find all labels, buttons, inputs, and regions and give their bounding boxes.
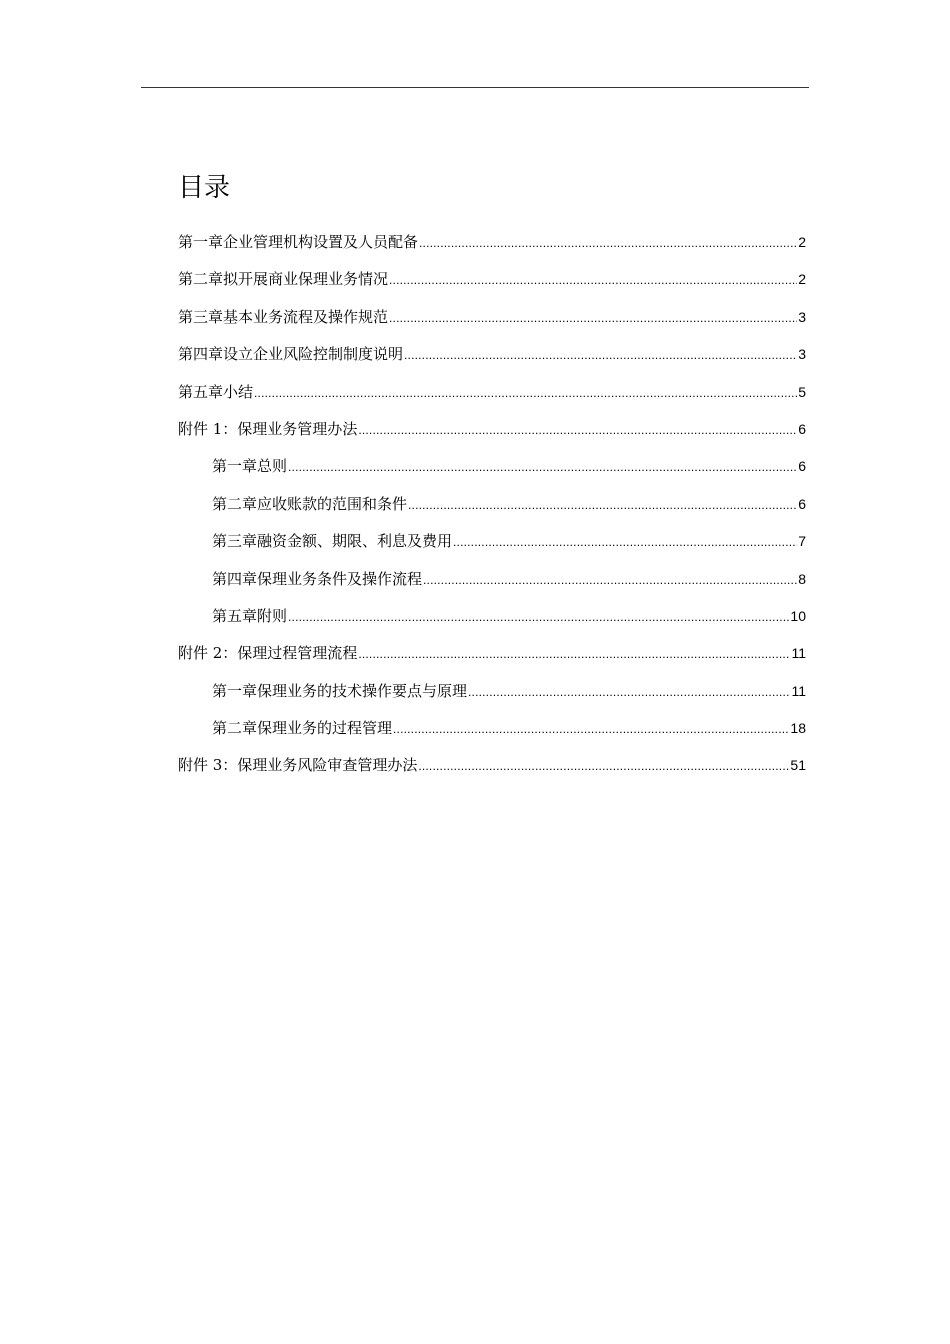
toc-entry-title: 第一章企业管理机构设置及人员配备: [178, 233, 419, 251]
toc-dot-leader: [358, 636, 790, 673]
toc-entry-page: 2: [798, 271, 806, 288]
toc-entry[interactable]: [178, 673, 806, 710]
toc-dot-leader: [389, 262, 797, 299]
toc-entry-title: 第二章应收账款的范围和条件: [212, 494, 408, 513]
toc-entry-title: 第二章保理业务的过程管理: [212, 719, 393, 738]
toc-entry-title: 第三章融资金额、期限、利息及费用: [212, 532, 453, 551]
toc-entry-page: 6: [798, 458, 806, 475]
toc-entry-page: 10: [790, 607, 806, 624]
toc-entry[interactable]: [178, 374, 806, 411]
toc-dot-leader: [404, 337, 797, 374]
toc-entry-title: 第二章拟开展商业保理业务情况: [178, 270, 389, 289]
toc-entry-page: 6: [798, 420, 806, 437]
toc-entry[interactable]: [178, 486, 806, 523]
toc-entry-page: 8: [798, 570, 806, 587]
toc-entry-title: 第一章保理业务的技术操作要点与原理: [212, 681, 468, 700]
toc-entry-title: 第四章设立企业风险控制制度说明: [178, 345, 404, 364]
toc-entry-page: 3: [798, 346, 806, 363]
toc-entry[interactable]: [178, 598, 806, 635]
toc-dot-leader: [393, 711, 789, 748]
toc-dot-leader: [254, 375, 797, 412]
toc-entry[interactable]: [178, 224, 806, 261]
toc-entry-page: 3: [798, 308, 806, 325]
toc-dot-leader: [418, 748, 789, 785]
toc-dot-leader: [423, 562, 797, 599]
toc-dot-leader: [358, 412, 797, 449]
toc-dot-leader: [288, 599, 789, 636]
toc-entry-page: 51: [790, 757, 806, 774]
toc-entry[interactable]: [178, 261, 806, 298]
toc-entry-title: 附件 3：保理业务风险审查管理办法: [178, 756, 418, 775]
toc-entry[interactable]: [178, 747, 806, 784]
table-of-contents: [178, 224, 806, 785]
toc-entry-page: 2: [798, 234, 806, 250]
toc-entry-title: 第五章附则: [212, 606, 288, 625]
toc-entry-title: 第三章基本业务流程及操作规范: [178, 307, 389, 326]
toc-entry-title: 附件 1：保理业务管理办法: [178, 419, 358, 438]
toc-entry-title: 第四章保理业务条件及操作流程: [212, 569, 423, 588]
header-rule: [141, 87, 809, 88]
toc-dot-leader: [408, 487, 797, 524]
toc-dot-leader: [288, 449, 797, 486]
toc-entry-title: 第一章总则: [212, 457, 288, 476]
toc-entry[interactable]: [178, 336, 806, 373]
toc-entry[interactable]: [178, 523, 806, 560]
toc-entry[interactable]: [178, 710, 806, 747]
toc-entry-title: 附件 2：保理过程管理流程: [178, 644, 358, 663]
toc-entry-page: 11: [791, 645, 806, 662]
toc-dot-leader: [453, 524, 797, 561]
toc-entry[interactable]: [178, 299, 806, 336]
toc-entry-page: 11: [791, 682, 806, 699]
toc-entry[interactable]: [178, 561, 806, 598]
toc-entry-page: 6: [798, 495, 806, 512]
toc-entry-page: 7: [798, 533, 806, 550]
toc-dot-leader: [419, 225, 797, 262]
toc-entry[interactable]: [178, 448, 806, 485]
toc-entry-page: 5: [798, 383, 806, 400]
toc-entry-page: 18: [790, 720, 806, 737]
toc-entry[interactable]: [178, 635, 806, 672]
toc-entry[interactable]: [178, 411, 806, 448]
toc-title: 目录: [178, 173, 231, 203]
toc-dot-leader: [468, 674, 790, 711]
toc-entry-title: 第五章小结: [178, 382, 254, 401]
toc-dot-leader: [389, 300, 797, 337]
